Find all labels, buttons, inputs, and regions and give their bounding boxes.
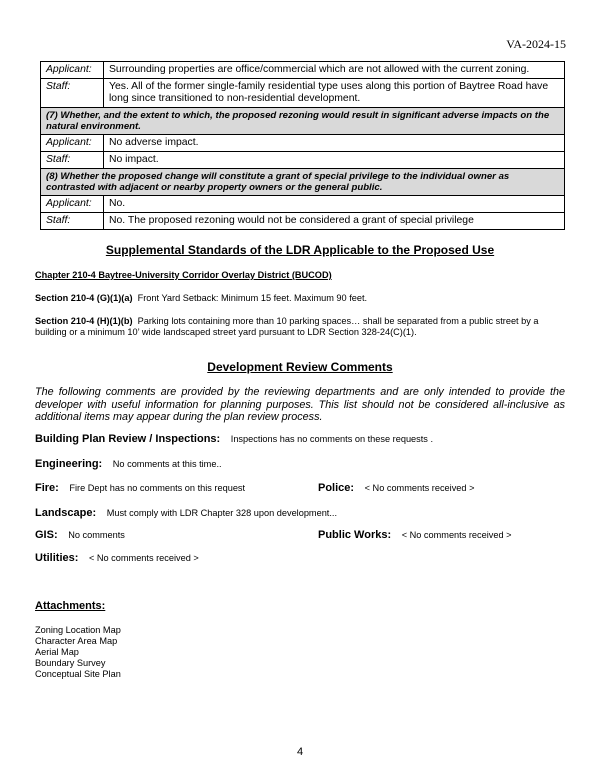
criteria-role: Staff: (41, 152, 104, 169)
criteria-row (41, 196, 565, 213)
comment-text: Inspections has no comments on these requests . (230, 434, 434, 444)
section-id: Section 210-4 (G)(1)(a) (35, 293, 133, 303)
comment-label: GIS: (35, 529, 58, 541)
criteria-text: No adverse impact. (104, 135, 565, 152)
comment-text: < No comments received > (88, 553, 199, 563)
supplemental-standards-title: Supplemental Standards of the LDR Applicable to the Proposed Use (105, 243, 495, 257)
criteria-heading: (7) Whether, and the extent to which, the proposed rezoning would result in significant adverse impacts on the natural environment. (41, 108, 565, 135)
comment-label: Fire: (35, 482, 59, 494)
comment-label: Landscape: (35, 507, 97, 519)
section-text: Front Yard Setback: Minimum 15 feet. Maximum 90 feet. (137, 293, 368, 303)
attachments-list (35, 625, 121, 680)
criteria-text: No impact. (104, 152, 565, 169)
development-review-intro: The following comments are provided by the reviewing departments and are only intended to provide the developer with useful information for planning purposes. This list should not be considered all-inclusive as additional items may appear during the plan review process. (35, 386, 565, 423)
criteria-row (41, 213, 565, 230)
comment-label: Engineering: (35, 458, 103, 470)
comment-text: No comments (68, 530, 125, 540)
section-id: Section 210-4 (H)(1)(b) (35, 316, 133, 326)
criteria-row (41, 135, 565, 152)
attachment-item: Character Area Map (35, 636, 118, 646)
criteria-role: Applicant: (41, 62, 104, 79)
comment-text: No comments at this time.. (112, 459, 222, 469)
comment-public-works (318, 529, 512, 541)
page-number: 4 (296, 746, 304, 758)
criteria-text: Yes. All of the former single-family residential type uses along this portion of Baytree Road have long since transitioned to non-residential development. (104, 79, 565, 108)
criteria-heading-row (41, 169, 565, 196)
attachment-item: Boundary Survey (35, 658, 106, 668)
comment-fire (35, 482, 245, 494)
comment-text: < No comments received > (364, 483, 475, 493)
comment-label: Utilities: (35, 552, 79, 564)
section-parking-lots (35, 316, 570, 338)
attachments-title: Attachments: (35, 600, 106, 612)
comment-landscape (35, 507, 337, 519)
comment-label: Police: (318, 482, 355, 494)
comment-text: < No comments received > (401, 530, 512, 540)
section-front-yard-setback (35, 293, 570, 304)
criteria-role: Staff: (41, 213, 104, 230)
section-text: Parking lots containing more than 10 parking spaces… shall be separated from a public street by a building or a minimum 10’ wide landscaped street yard pursuant to LDR Section 328-24(C)(1). (35, 316, 539, 337)
criteria-row (41, 79, 565, 108)
comment-utilities (35, 552, 199, 564)
comment-police (318, 482, 474, 494)
development-review-title: Development Review Comments (207, 360, 393, 374)
criteria-text: No. (104, 196, 565, 213)
comment-gis (35, 529, 125, 541)
attachment-item: Zoning Location Map (35, 625, 121, 635)
criteria-role: Applicant: (41, 135, 104, 152)
attachment-item: Conceptual Site Plan (35, 669, 121, 679)
criteria-table (40, 61, 565, 230)
criteria-row (41, 152, 565, 169)
criteria-text: No. The proposed rezoning would not be considered a grant of special privilege (104, 213, 565, 230)
comment-building-plan-review (35, 433, 433, 445)
criteria-heading-row (41, 108, 565, 135)
comment-engineering (35, 458, 222, 470)
attachment-item: Aerial Map (35, 647, 79, 657)
case-number: VA-2024-15 (506, 37, 566, 51)
criteria-role: Applicant: (41, 196, 104, 213)
criteria-row (41, 62, 565, 79)
comment-text: Must comply with LDR Chapter 328 upon development... (106, 508, 338, 518)
criteria-role: Staff: (41, 79, 104, 108)
comment-label: Building Plan Review / Inspections: (35, 433, 221, 445)
comment-text: Fire Dept has no comments on this request (69, 483, 246, 493)
comment-label: Public Works: (318, 529, 392, 541)
criteria-text: Surrounding properties are office/commercial which are not allowed with the current zoning. (104, 62, 565, 79)
criteria-heading: (8) Whether the proposed change will constitute a grant of special privilege to the individual owner as contrasted with adjacent or nearby property owners or the general public. (41, 169, 565, 196)
chapter-heading: Chapter 210-4 Baytree-University Corridor Overlay District (BUCOD) (35, 270, 332, 280)
